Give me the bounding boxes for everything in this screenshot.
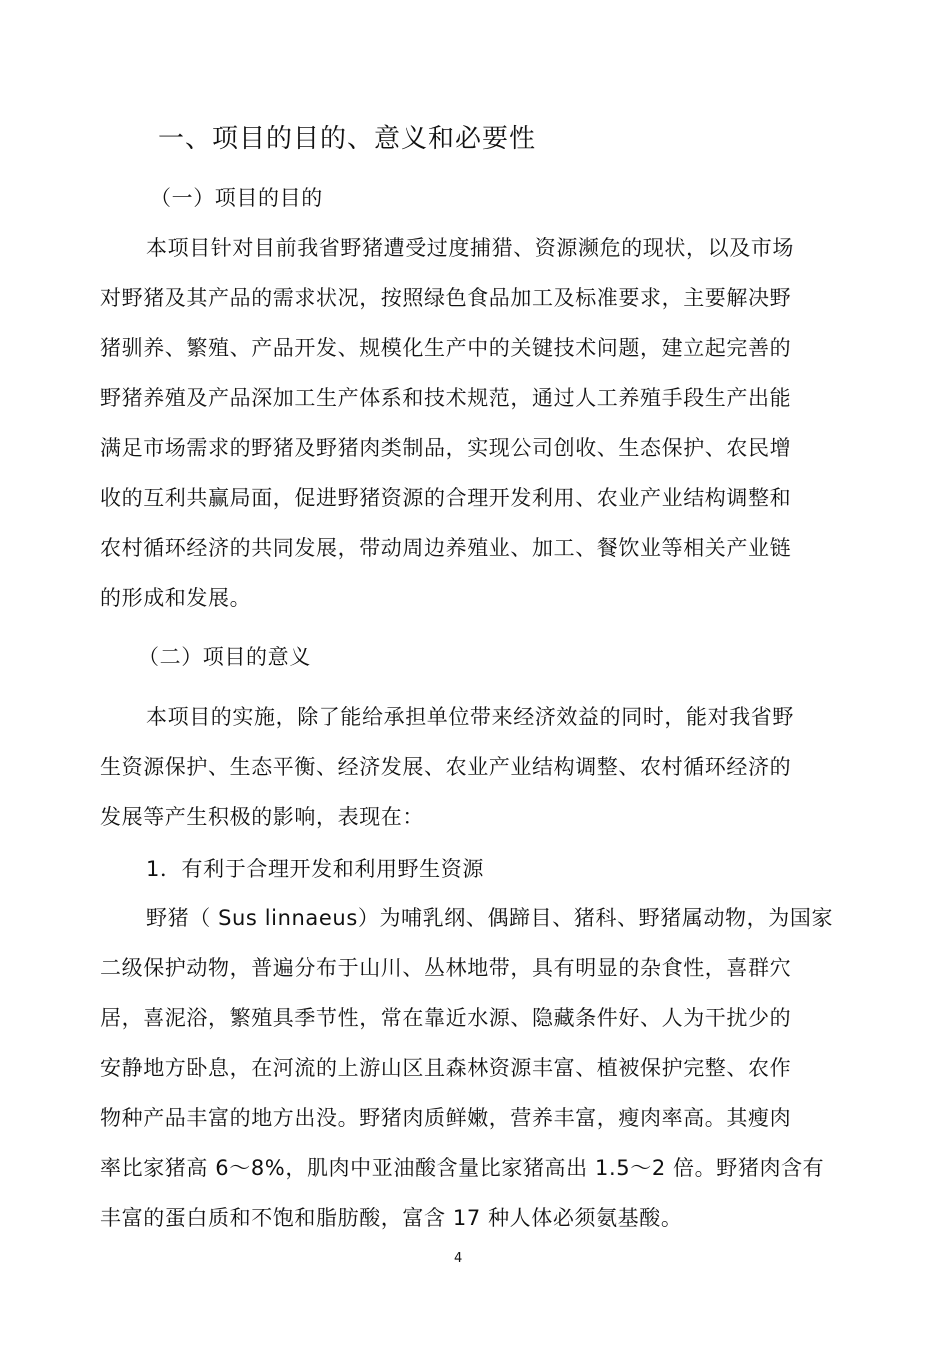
paragraph-line: 安静地方卧息，在河流的上游山区且森林资源丰富、植被保护完整、农作 (100, 1056, 792, 1080)
paragraph-line: 收的互利共赢局面，促进野猪资源的合理开发利用、农业产业结构调整和 (100, 486, 792, 510)
paragraph-line: 发展等产生积极的影响，表现在： (100, 805, 424, 829)
point-title: 1．有利于合理开发和利用野生资源 (146, 857, 484, 881)
page-number: 4 (454, 1251, 463, 1266)
paragraph-line: 野猪（ Sus linnaeus）为哺乳纲、偶蹄目、猪科、野猪属动物，为国家 (146, 906, 834, 930)
paragraph-line: 生资源保护、生态平衡、经济发展、农业产业结构调整、农村循环经济的 (100, 755, 792, 779)
paragraph-line: 率比家猪高 6～8%，肌肉中亚油酸含量比家猪高出 1.5～2 倍。野猪肉含有 (100, 1156, 825, 1180)
paragraph-line: 满足市场需求的野猪及野猪肉类制品，实现公司创收、生态保护、农民增 (100, 436, 792, 460)
paragraph-line: 二级保护动物，普遍分布于山川、丛林地带，具有明显的杂食性，喜群穴 (100, 956, 792, 980)
paragraph-line: 对野猪及其产品的需求状况，按照绿色食品加工及标准要求，主要解决野 (100, 286, 792, 310)
paragraph-line: 野猪养殖及产品深加工生产体系和技术规范，通过人工养殖手段生产出能 (100, 386, 792, 410)
paragraph-line: 物种产品丰富的地方出没。野猪肉质鲜嫩，营养丰富，瘦肉率高。其瘦肉 (100, 1106, 792, 1130)
section-heading: 一、项目的目的、意义和必要性 (158, 124, 537, 154)
paragraph-line: 居，喜泥浴，繁殖具季节性，常在靠近水源、隐藏条件好、人为干扰少的 (100, 1006, 792, 1030)
subsection-title-significance: （二）项目的意义 (138, 645, 311, 669)
paragraph-line: 本项目针对目前我省野猪遭受过度捕猎、资源濒危的现状，以及市场 (146, 236, 794, 260)
paragraph-line: 的形成和发展。 (100, 586, 252, 610)
paragraph-line: 本项目的实施，除了能给承担单位带来经济效益的同时，能对我省野 (146, 705, 794, 729)
subsection-title-purpose: （一）项目的目的 (150, 186, 323, 210)
paragraph-line: 丰富的蛋白质和不饱和脂肪酸，富含 17 种人体必须氨基酸。 (100, 1206, 683, 1230)
paragraph-line: 猪驯养、繁殖、产品开发、规模化生产中的关键技术问题，建立起完善的 (100, 336, 792, 360)
paragraph-line: 农村循环经济的共同发展，带动周边养殖业、加工、餐饮业等相关产业链 (100, 536, 792, 560)
